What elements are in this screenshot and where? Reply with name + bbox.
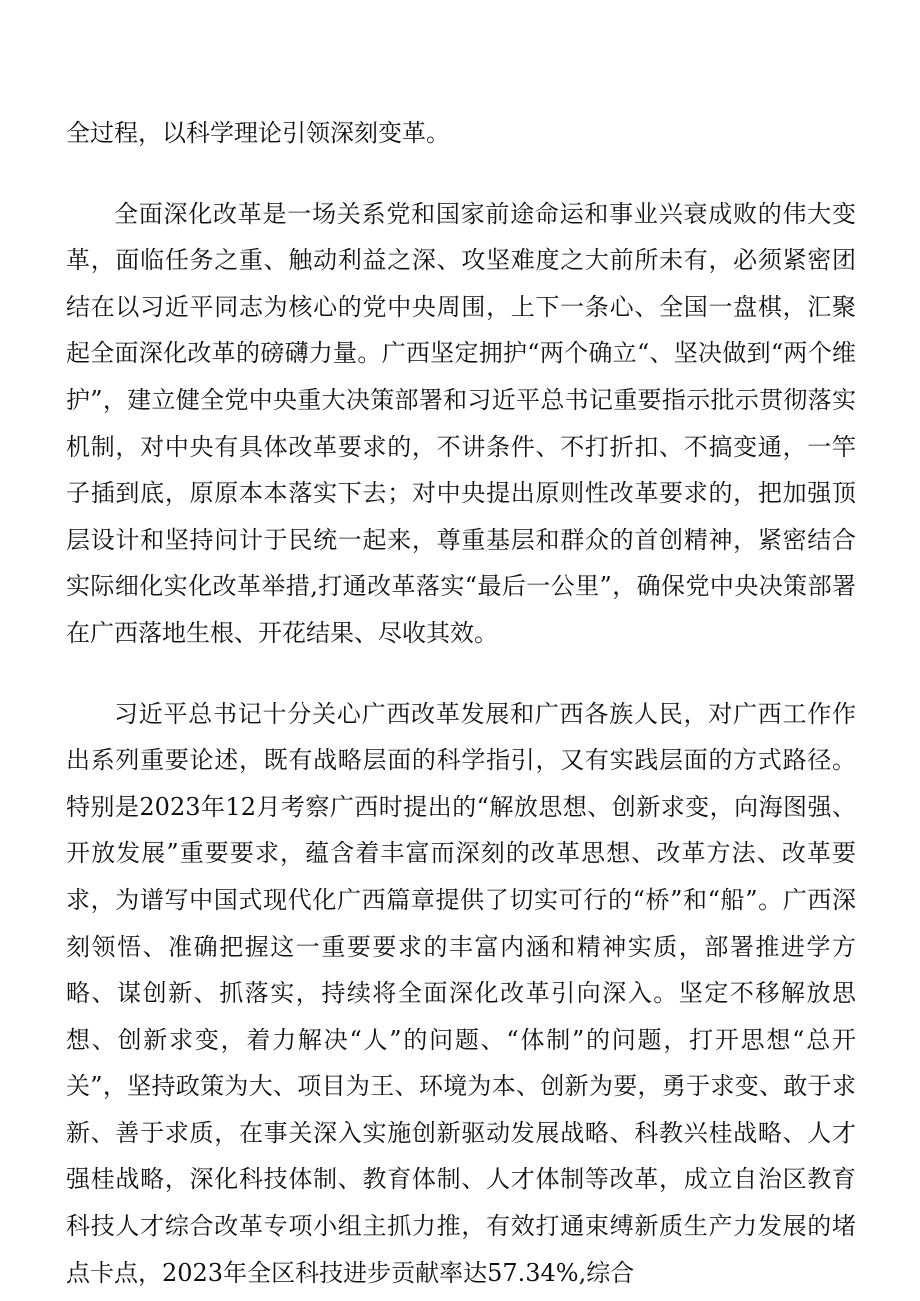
paragraph-gap (66, 657, 856, 691)
paragraph-continuation: 全过程，以科学理论引领深刻变革。 (66, 119, 450, 147)
document-body (66, 110, 856, 1296)
paragraph-gap (66, 157, 856, 191)
paragraph-reform: 全面深化改革是一场关系党和国家前途命运和事业兴衰成败的伟大变革，面临任务之重、触动利益之深、攻坚难度之大前所未有，必须紧密团结在以习近平同志为核心的党中央周围，上下一条心、全国一盘棋，汇聚起全面深化改革的磅礴力量。广西坚定拥护“两个确立“、坚决做到“两个维护”，建立健全党中央重大决策部署和习近平总书记重要指示批示贯彻落实机制，对中央有具体改革要求的，不讲条件、不打折扣、不搞变通，一竿子插到底，原原本本落实下去；对中央提出原则性改革要求的，把加强顶层设计和坚持问计于民统一起来，尊重基层和群众的首创精神，紧密结合实际细化实化改革举措,打通改革落实“最后一公里”，确保党中央决策部署在广西落地生根、开花结果、尽收其效。 (66, 199, 856, 647)
paragraph-guangxi: 习近平总书记十分关心广西改革发展和广西各族人民，对广西工作作出系列重要论述，既有战略层面的科学指引，又有实践层面的方式路径。特别是2023年12月考察广西时提出的“解放思想、创新求变，向海图强、开放发展”重要要求，蕴含着丰富而深刻的改革思想、改革方法、改革要求，为谱写中国式现代化广西篇章提供了切实可行的“桥”和“船”。广西深刻领悟、准确把握这一重要要求的丰富内涵和精神实质，部署推进学方略、谋创新、抓落实，持续将全面深化改革引向深入。坚定不移解放思想、创新求变，着力解决“人”的问题、“体制”的问题，打开思想“总开关”，坚持政策为大、项目为王、环境为本、创新为要，勇于求变、敢于求新、善于求质，在事关深入实施创新驱动发展战略、科教兴桂战略、人才强桂战略，深化科技体制、教育体制、人才体制等改革，成立自治区教育科技人才综合改革专项小组主抓力推，有效打通束缚新质生产力发展的堵点卡点，2023年全区科技进步贡献率达57.34%,综合 (66, 699, 856, 1287)
